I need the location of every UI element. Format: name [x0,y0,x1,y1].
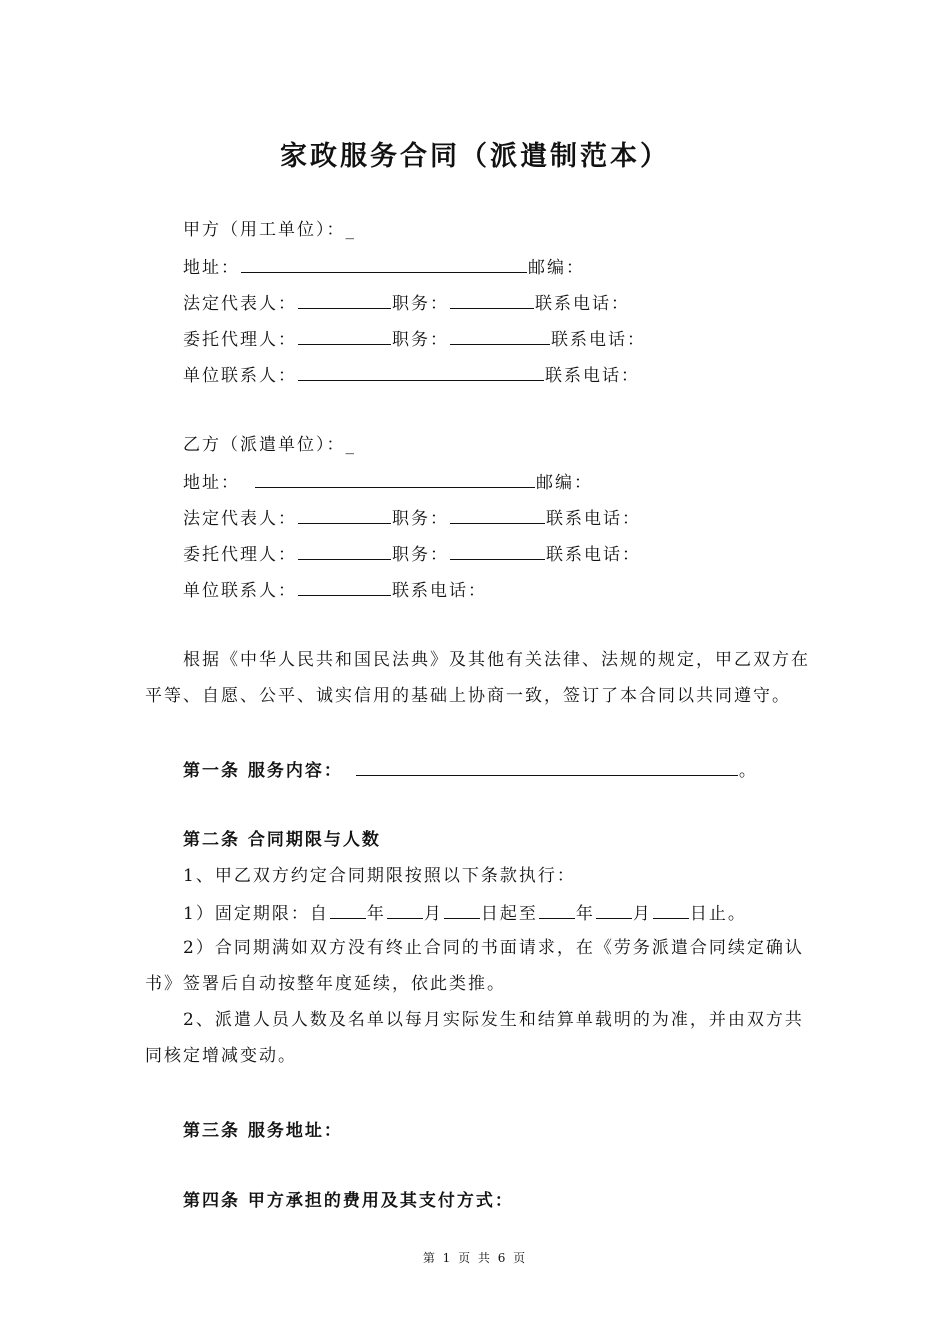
party-b-contact-phone-label: 联系电话： [392,581,487,601]
party-b-contact-label: 单位联系人： [183,581,297,601]
end-month-field[interactable] [596,900,632,919]
party-a-contact-field[interactable] [298,362,544,381]
party-b-address-label: 地址： [183,473,240,493]
party-b-legal-rep-line [183,505,641,531]
party-a-position-field[interactable] [450,290,534,309]
article1-heading: 第一条 服务内容： [183,761,343,781]
party-b-label: 乙方（派遣单位）：_ [183,435,356,455]
article2-item1-2: 2）合同期满如双方没有终止合同的书面请求，在《劳务派遣合同续定确认书》签署后自动按整年度延续，依此类推。 [145,938,804,994]
party-a-phone-label: 联系电话： [535,294,630,314]
party-a-agent-field[interactable] [298,326,391,345]
party-a-agent-line [183,326,646,352]
article2-item1: 1、甲乙双方约定合同期限按照以下条款执行： [183,866,576,886]
party-a-agent-phone-label: 联系电话： [551,330,646,350]
party-b-agent-position-label: 职务： [392,545,449,565]
end-year-label: 年 [575,904,595,924]
party-a-label: 甲方（用工单位）：_ [183,220,356,240]
article1-line [183,757,758,783]
party-a-contact-label: 单位联系人： [183,366,297,386]
party-a-address-field[interactable] [241,254,527,273]
article1-end: 。 [738,761,758,781]
party-b-agent-line [183,541,641,567]
party-a-postcode-label: 邮编： [528,258,585,278]
article2-item2: 2、派遣人员人数及名单以每月实际发生和结算单载明的为准，并由双方共同核定增减变动。 [145,1010,804,1066]
document-title: 家政服务合同（派遣制范本） [280,141,670,172]
party-b-position-field[interactable] [450,505,545,524]
party-b-address-line [183,469,593,495]
start-month-field[interactable] [387,900,423,919]
party-a-agent-position-field[interactable] [450,326,550,345]
start-month-label: 月 [423,904,443,924]
end-day-label: 日止。 [689,904,747,924]
party-a-contact-phone-label: 联系电话： [545,366,640,386]
start-day-label: 日起至 [480,904,538,924]
party-a-agent-position-label: 职务： [392,330,449,350]
party-a-contact-line [183,362,640,388]
party-b-agent-label: 委托代理人： [183,545,297,565]
article4-heading: 第四条 甲方承担的费用及其支付方式： [183,1191,514,1211]
end-day-field[interactable] [653,900,689,919]
party-b-address-field[interactable] [255,469,535,488]
page-footer: 第 1 页 共 6 页 [422,1251,528,1265]
party-b-legal-rep-field[interactable] [298,505,391,524]
party-b-legal-rep-label: 法定代表人： [183,509,297,529]
start-year-field[interactable] [330,900,366,919]
article2-heading: 第二条 合同期限与人数 [183,830,381,850]
party-a-legal-rep-label: 法定代表人： [183,294,297,314]
end-month-label: 月 [632,904,652,924]
start-year-label: 年 [366,904,386,924]
party-a-position-label: 职务： [392,294,449,314]
start-day-field[interactable] [444,900,480,919]
party-b-contact-field[interactable] [298,577,391,596]
party-b-agent-phone-label: 联系电话： [546,545,641,565]
end-year-field[interactable] [539,900,575,919]
party-b-contact-line [183,577,487,603]
party-b-agent-field[interactable] [298,541,391,560]
fixed-term-line [183,900,747,926]
party-a-legal-rep-line [183,290,630,316]
party-a-address-line [183,254,585,280]
party-b-phone-label: 联系电话： [546,509,641,529]
party-b-agent-position-field[interactable] [450,541,545,560]
party-b-position-label: 职务： [392,509,449,529]
party-a-address-label: 地址： [183,258,240,278]
party-a-legal-rep-field[interactable] [298,290,391,309]
party-a-agent-label: 委托代理人： [183,330,297,350]
fixed-term-prefix: 1）固定期限：自 [183,904,329,924]
article3-heading: 第三条 服务地址： [183,1121,343,1141]
party-b-postcode-label: 邮编： [536,473,593,493]
preamble-paragraph: 根据《中华人民共和国民法典》及其他有关法律、法规的规定，甲乙双方在平等、自愿、公平、诚实信用的基础上协商一致，签订了本合同以共同遵守。 [145,650,810,706]
service-content-field[interactable] [356,757,738,776]
